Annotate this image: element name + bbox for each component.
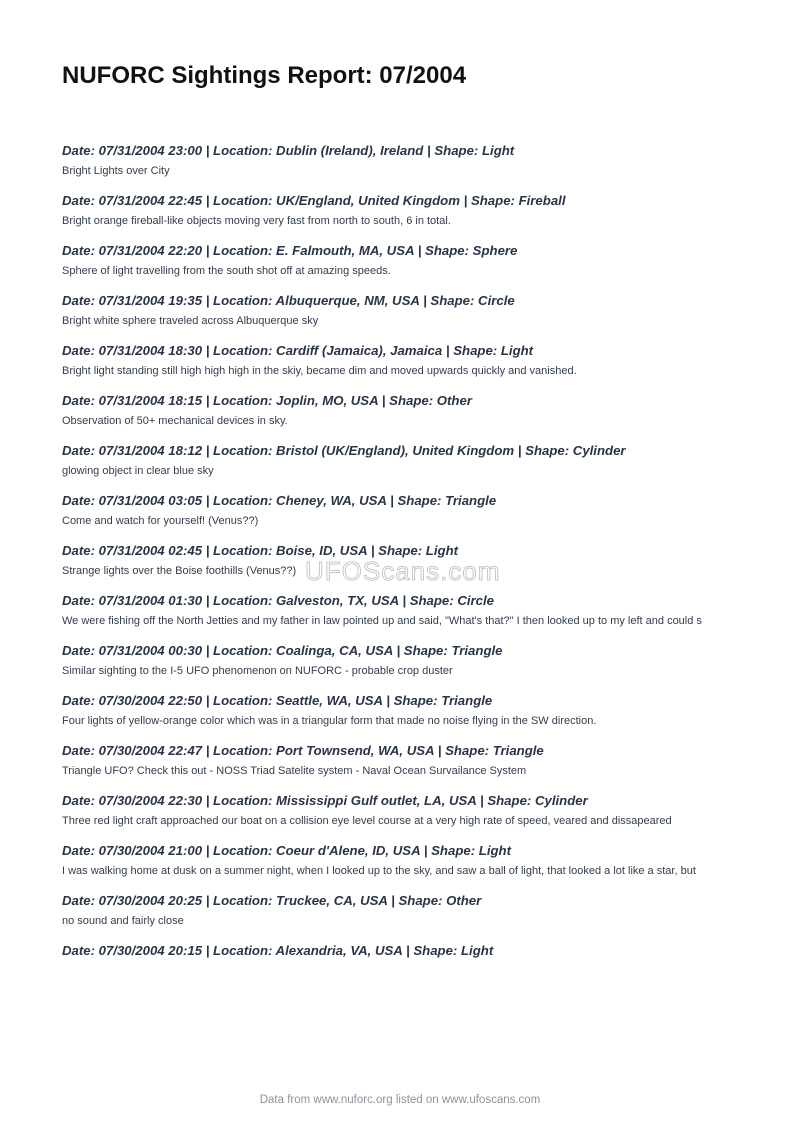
sighting-header: Date: 07/31/2004 01:30 | Location: Galveston, TX, USA | Shape: Circle xyxy=(62,593,494,608)
sighting-header: Date: 07/30/2004 22:50 | Location: Seattle, WA, USA | Shape: Triangle xyxy=(62,693,493,708)
sighting-entry xyxy=(62,792,742,829)
sighting-description: Bright orange fireball-like objects moving very fast from north to south, 6 in total. xyxy=(62,215,451,227)
sighting-header: Date: 07/31/2004 18:30 | Location: Cardiff (Jamaica), Jamaica | Shape: Light xyxy=(62,343,534,358)
sighting-header: Date: 07/30/2004 22:30 | Location: Mississippi Gulf outlet, LA, USA | Shape: Cylinder xyxy=(62,793,588,808)
sighting-entry xyxy=(62,192,742,229)
sighting-description: Sphere of light travelling from the south shot off at amazing speeds. xyxy=(62,265,391,277)
sighting-description: Bright Lights over City xyxy=(62,165,170,177)
sighting-header: Date: 07/31/2004 22:45 | Location: UK/England, United Kingdom | Shape: Fireball xyxy=(62,193,566,208)
sighting-header: Date: 07/31/2004 03:05 | Location: Cheney, WA, USA | Shape: Triangle xyxy=(62,493,497,508)
sighting-entry xyxy=(62,892,742,929)
sighting-description: Three red light craft approached our boat on a collision eye level course at a very high rate of speed, veared and dissapeared xyxy=(62,815,672,827)
sighting-header: Date: 07/31/2004 22:20 | Location: E. Falmouth, MA, USA | Shape: Sphere xyxy=(62,243,518,258)
sighting-description: I was walking home at dusk on a summer night, when I looked up to the sky, and saw a ball of light, that looked a lot like a star, but xyxy=(62,865,696,877)
sighting-header: Date: 07/31/2004 18:12 | Location: Bristol (UK/England), United Kingdom | Shape: Cylinder xyxy=(62,443,626,458)
sighting-description: Strange lights over the Boise foothills (Venus??) xyxy=(62,565,297,577)
sighting-entry xyxy=(62,242,742,279)
sighting-description: Triangle UFO? Check this out - NOSS Triad Satelite system - Naval Ocean Survailance System xyxy=(62,765,527,777)
sighting-header: Date: 07/31/2004 00:30 | Location: Coalinga, CA, USA | Shape: Triangle xyxy=(62,643,503,658)
page-title: NUFORC Sightings Report: 07/2004 xyxy=(62,62,467,89)
sighting-entry xyxy=(62,392,742,429)
page-footer: Data from www.nuforc.org listed on www.ufoscans.com xyxy=(259,1094,541,1106)
watermark: UFOScans.com xyxy=(305,556,501,586)
sighting-entry xyxy=(62,492,742,529)
sighting-entry xyxy=(62,142,742,179)
sighting-description: glowing object in clear blue sky xyxy=(62,465,214,477)
sighting-entry xyxy=(62,742,742,779)
sighting-header: Date: 07/30/2004 22:47 | Location: Port Townsend, WA, USA | Shape: Triangle xyxy=(62,743,544,758)
sighting-entry xyxy=(62,692,742,729)
sighting-description: no sound and fairly close xyxy=(62,915,184,927)
sighting-entry xyxy=(62,542,742,579)
sighting-entry xyxy=(62,342,742,379)
sighting-description: Come and watch for yourself! (Venus??) xyxy=(62,515,259,527)
sighting-description: Similar sighting to the I-5 UFO phenomenon on NUFORC - probable crop duster xyxy=(62,665,453,677)
sighting-entry xyxy=(62,442,742,479)
sighting-description: Bright light standing still high high high in the skiy, became dim and moved upwards quickly and vanished. xyxy=(62,365,577,377)
sighting-header: Date: 07/30/2004 21:00 | Location: Coeur d'Alene, ID, USA | Shape: Light xyxy=(62,843,511,858)
sighting-header: Date: 07/31/2004 02:45 | Location: Boise, ID, USA | Shape: Light xyxy=(62,543,459,558)
sighting-entry xyxy=(62,642,742,679)
sightings-list xyxy=(62,142,742,973)
sighting-entry xyxy=(62,842,742,879)
sighting-description: We were fishing off the North Jetties and my father in law pointed up and said, "What's that?" I then looked up to my left and could s xyxy=(62,615,702,627)
sighting-description: Observation of 50+ mechanical devices in sky. xyxy=(62,415,288,427)
sighting-entry xyxy=(62,292,742,329)
sighting-description: Bright white sphere traveled across Albuquerque sky xyxy=(62,315,319,327)
sighting-header: Date: 07/30/2004 20:15 | Location: Alexandria, VA, USA | Shape: Light xyxy=(62,943,494,958)
sighting-entry xyxy=(62,942,742,960)
sighting-header: Date: 07/31/2004 23:00 | Location: Dublin (Ireland), Ireland | Shape: Light xyxy=(62,143,515,158)
sighting-header: Date: 07/30/2004 20:25 | Location: Truckee, CA, USA | Shape: Other xyxy=(62,893,482,908)
sighting-header: Date: 07/31/2004 18:15 | Location: Joplin, MO, USA | Shape: Other xyxy=(62,393,472,408)
sighting-description: Four lights of yellow-orange color which was in a triangular form that made no noise flying in the SW direction. xyxy=(62,715,597,727)
sighting-entry xyxy=(62,592,742,629)
sighting-header: Date: 07/31/2004 19:35 | Location: Albuquerque, NM, USA | Shape: Circle xyxy=(62,293,515,308)
